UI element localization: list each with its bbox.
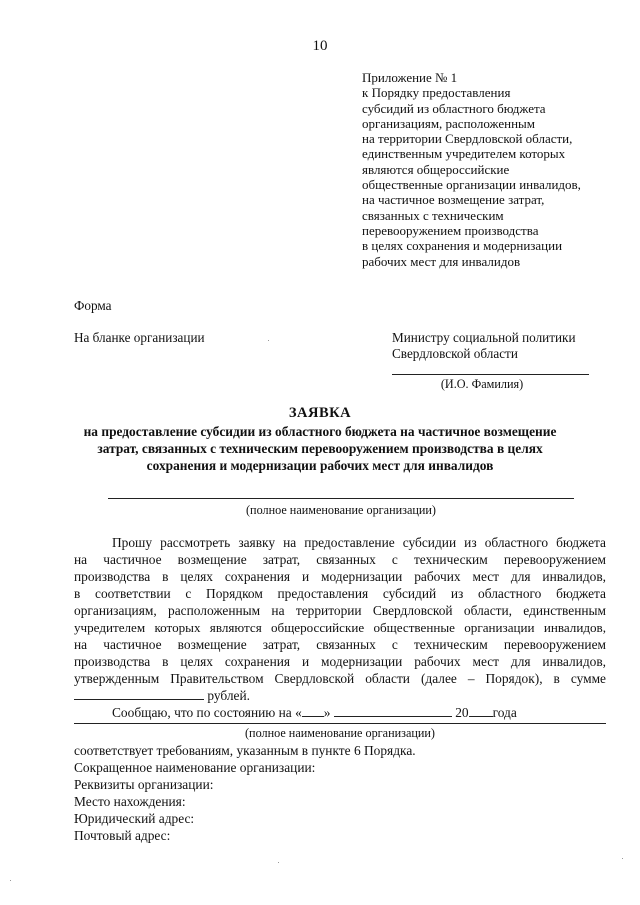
sum-suffix: рублей.	[207, 688, 251, 703]
appendix-line: общественные организации инвалидов,	[362, 177, 581, 193]
org-name-caption: (полное наименование организации)	[245, 503, 436, 517]
title-line: затрат, связанных с техническим перевооружением производства в целях	[97, 441, 543, 456]
appendix-header	[362, 70, 632, 269]
org-name-line	[108, 498, 574, 499]
appendix-line: в целях сохранения и модернизации	[362, 238, 563, 254]
addressee-line-1: Министру социальной политики	[392, 330, 576, 345]
appendix-line: Приложение № 1	[362, 70, 458, 85]
sum-blank	[74, 687, 204, 700]
scan-speck	[278, 862, 279, 863]
request-line: утвержденным Правительством Свердловской области (далее – Порядок), в сумме	[74, 671, 606, 686]
scan-speck	[10, 880, 11, 881]
field-legal-address: Юридический адрес:	[74, 811, 195, 826]
title-line: сохранения и модернизации рабочих мест для инвалидов	[146, 458, 494, 473]
form-label: Форма	[74, 298, 112, 313]
request-line: организациям, расположенным на территории Свердловской области, единственным	[74, 603, 606, 618]
appendix-line: единственным учредителем которых	[362, 146, 566, 162]
appendix-line: перевооружением производства	[362, 222, 539, 238]
request-line: производства в целях сохранения и модернизации рабочих мест для инвалидов,	[74, 569, 606, 584]
appendix-line: связанных с техническим	[362, 207, 504, 223]
request-line: производства в целях сохранения и модернизации рабочих мест для инвалидов,	[74, 654, 606, 669]
appendix-line: на территории Свердловской области,	[362, 131, 573, 147]
org-name-caption-2: (полное наименование организации)	[244, 726, 435, 740]
month-blank	[334, 704, 452, 717]
appendix-line: на частичное возмещение затрат,	[362, 192, 545, 208]
addressee-line-2: Свердловской области	[392, 346, 518, 361]
addressee-name-line	[392, 374, 589, 375]
appendix-line: рабочих мест для инвалидов	[362, 253, 521, 269]
field-requisites: Реквизиты организации:	[74, 777, 214, 792]
request-line: учредителем которых являются общероссийские общественные организации инвалидов,	[74, 620, 606, 635]
title-line: на предоставление субсидии из областного бюджета на частичное возмещение	[83, 424, 557, 439]
field-postal-address: Почтовый адрес:	[74, 828, 171, 843]
request-line: на частичное возмещение затрат, связанных с техническим перевооружением	[74, 552, 606, 567]
sum-line	[74, 687, 250, 704]
request-line: в соответствии с Порядком предоставления субсидий из областного бюджета	[74, 586, 606, 601]
year-prefix: 20	[455, 705, 469, 720]
appendix-line: являются общероссийские	[362, 161, 510, 177]
addressee-name-caption: (И.О. Фамилия)	[440, 377, 524, 391]
year-suffix: года	[492, 705, 517, 720]
request-line: Прошу рассмотреть заявку на предоставление субсидии из областного бюджета	[112, 535, 606, 550]
request-line: на частичное возмещение затрат, связанных с техническим перевооружением	[74, 637, 606, 652]
scan-speck	[622, 858, 623, 859]
scan-speck	[268, 340, 269, 341]
field-location: Место нахождения:	[74, 794, 186, 809]
report-quote-close: »	[323, 705, 331, 720]
report-line	[112, 704, 517, 721]
field-short-name: Сокращенное наименование организации:	[74, 760, 316, 775]
compliance-text: соответствует требованиям, указанным в пункте 6 Порядка.	[74, 743, 416, 758]
org-name-line-2	[74, 723, 606, 724]
letterhead-note: На бланке организации	[74, 330, 205, 345]
report-prefix: Сообщаю, что по состоянию на «	[112, 705, 302, 720]
page-number: 10	[312, 38, 328, 54]
appendix-line: к Порядку предоставления	[362, 85, 511, 101]
year-blank	[469, 704, 493, 717]
document-title: ЗАЯВКА	[288, 405, 352, 421]
day-blank	[302, 704, 324, 717]
appendix-line: субсидий из областного бюджета	[362, 100, 546, 116]
appendix-line: организациям, расположенным	[362, 115, 535, 131]
